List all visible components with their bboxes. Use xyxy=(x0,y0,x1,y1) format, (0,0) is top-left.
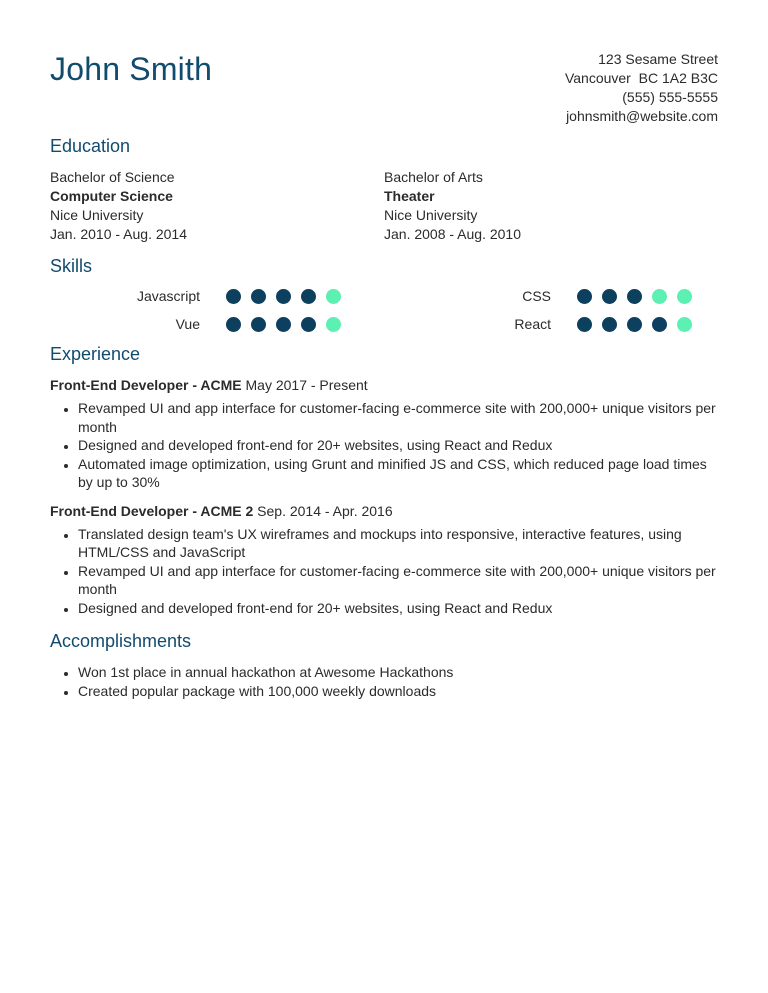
education-dates: Jan. 2008 - Aug. 2010 xyxy=(384,226,521,242)
job-title: Front-End Developer - ACME 2 xyxy=(50,502,254,519)
rating-dot-empty xyxy=(326,317,341,332)
skill-row xyxy=(50,310,351,338)
education-title: Education xyxy=(50,136,131,156)
skill-name: Javascript xyxy=(136,288,200,304)
skill-name: React xyxy=(514,316,551,332)
education-degree: Bachelor of Science xyxy=(50,169,175,185)
rating-dot-filled xyxy=(577,317,592,332)
education-entry xyxy=(50,168,384,244)
job-title: Front-End Developer - ACME xyxy=(50,377,242,393)
job-bullet: • Revamped UI and app interface for customer-facing e-commerce site with 200,000+ unique visitors per month xyxy=(78,562,718,599)
accomplishment-item: • Created popular package with 100,000 weekly downloads xyxy=(78,682,718,701)
skill-rating xyxy=(577,289,702,304)
skill-name: Vue xyxy=(175,316,200,332)
experience-section xyxy=(50,342,718,617)
job-entry xyxy=(50,376,718,492)
job-bullet: • Translated design team's UX wireframes and mockups into responsive, interactive features, using HTML/CSS and JavaScript xyxy=(78,525,718,562)
job-bullet: • Designed and developed front-end for 20+ websites, using React and Redux xyxy=(78,599,718,618)
job-heading xyxy=(50,376,718,395)
job-dates: Sep. 2014 - Apr. 2016 xyxy=(253,502,393,519)
skill-row xyxy=(417,310,702,338)
rating-dot-empty xyxy=(652,289,667,304)
experience-title: Experience xyxy=(50,344,141,364)
contact-street: 123 Sesame Street xyxy=(598,51,718,67)
education-major: Theater xyxy=(384,188,435,204)
rating-dot-filled xyxy=(627,317,642,332)
skill-row xyxy=(50,282,351,310)
rating-dot-filled xyxy=(652,317,667,332)
rating-dot-filled xyxy=(602,289,617,304)
education-dates: Jan. 2010 - Aug. 2014 xyxy=(50,226,187,242)
candidate-name: John Smith xyxy=(50,51,213,87)
education-school: Nice University xyxy=(50,207,144,223)
job-heading xyxy=(50,502,718,521)
rating-dot-filled xyxy=(602,317,617,332)
contact-phone: (555) 555-5555 xyxy=(622,89,718,105)
accomplishment-item: • Won 1st place in annual hackathon at Awesome Hackathons xyxy=(78,663,718,682)
rating-dot-filled xyxy=(276,317,291,332)
contact-city: Vancouver BC 1A2 B3C xyxy=(564,70,718,86)
education-entry xyxy=(384,168,718,244)
skill-rating xyxy=(226,289,351,304)
rating-dot-filled xyxy=(627,289,642,304)
rating-dot-filled xyxy=(301,317,316,332)
skill-row xyxy=(417,282,702,310)
accomplishments-title: Accomplishments xyxy=(50,631,192,651)
education-major: Computer Science xyxy=(50,188,173,204)
job-bullet: • Revamped UI and app interface for customer-facing e-commerce site with 200,000+ unique visitors per month xyxy=(78,399,718,436)
contact-block xyxy=(565,50,718,126)
rating-dot-filled xyxy=(226,289,241,304)
job-bullets xyxy=(50,525,718,618)
skill-rating xyxy=(226,317,351,332)
education-section xyxy=(50,134,718,244)
contact-email: johnsmith@website.com xyxy=(566,108,718,124)
job-dates: May 2017 - Present xyxy=(241,377,368,393)
rating-dot-filled xyxy=(577,289,592,304)
education-school: Nice University xyxy=(384,207,478,223)
job-bullets xyxy=(50,399,718,492)
resume-header xyxy=(50,0,718,130)
rating-dot-empty xyxy=(677,289,692,304)
job-entry xyxy=(50,502,718,618)
skills-grid xyxy=(50,282,718,338)
education-degree: Bachelor of Arts xyxy=(384,169,483,185)
rating-dot-empty xyxy=(677,317,692,332)
rating-dot-filled xyxy=(226,317,241,332)
rating-dot-filled xyxy=(276,289,291,304)
job-bullet: • Designed and developed front-end for 20+ websites, using React and Redux xyxy=(78,436,718,455)
skills-section xyxy=(50,254,718,338)
resume-page xyxy=(50,0,718,699)
skills-title: Skills xyxy=(50,256,93,276)
accomplishments-section xyxy=(50,629,718,700)
rating-dot-empty xyxy=(326,289,341,304)
rating-dot-filled xyxy=(251,289,266,304)
skill-name: CSS xyxy=(522,288,551,304)
job-bullet: • Automated image optimization, using Grunt and minified JS and CSS, which reduced page load times by up to 30% xyxy=(78,455,718,492)
skill-rating xyxy=(577,317,702,332)
rating-dot-filled xyxy=(301,289,316,304)
rating-dot-filled xyxy=(251,317,266,332)
accomplishment-list xyxy=(50,663,718,700)
